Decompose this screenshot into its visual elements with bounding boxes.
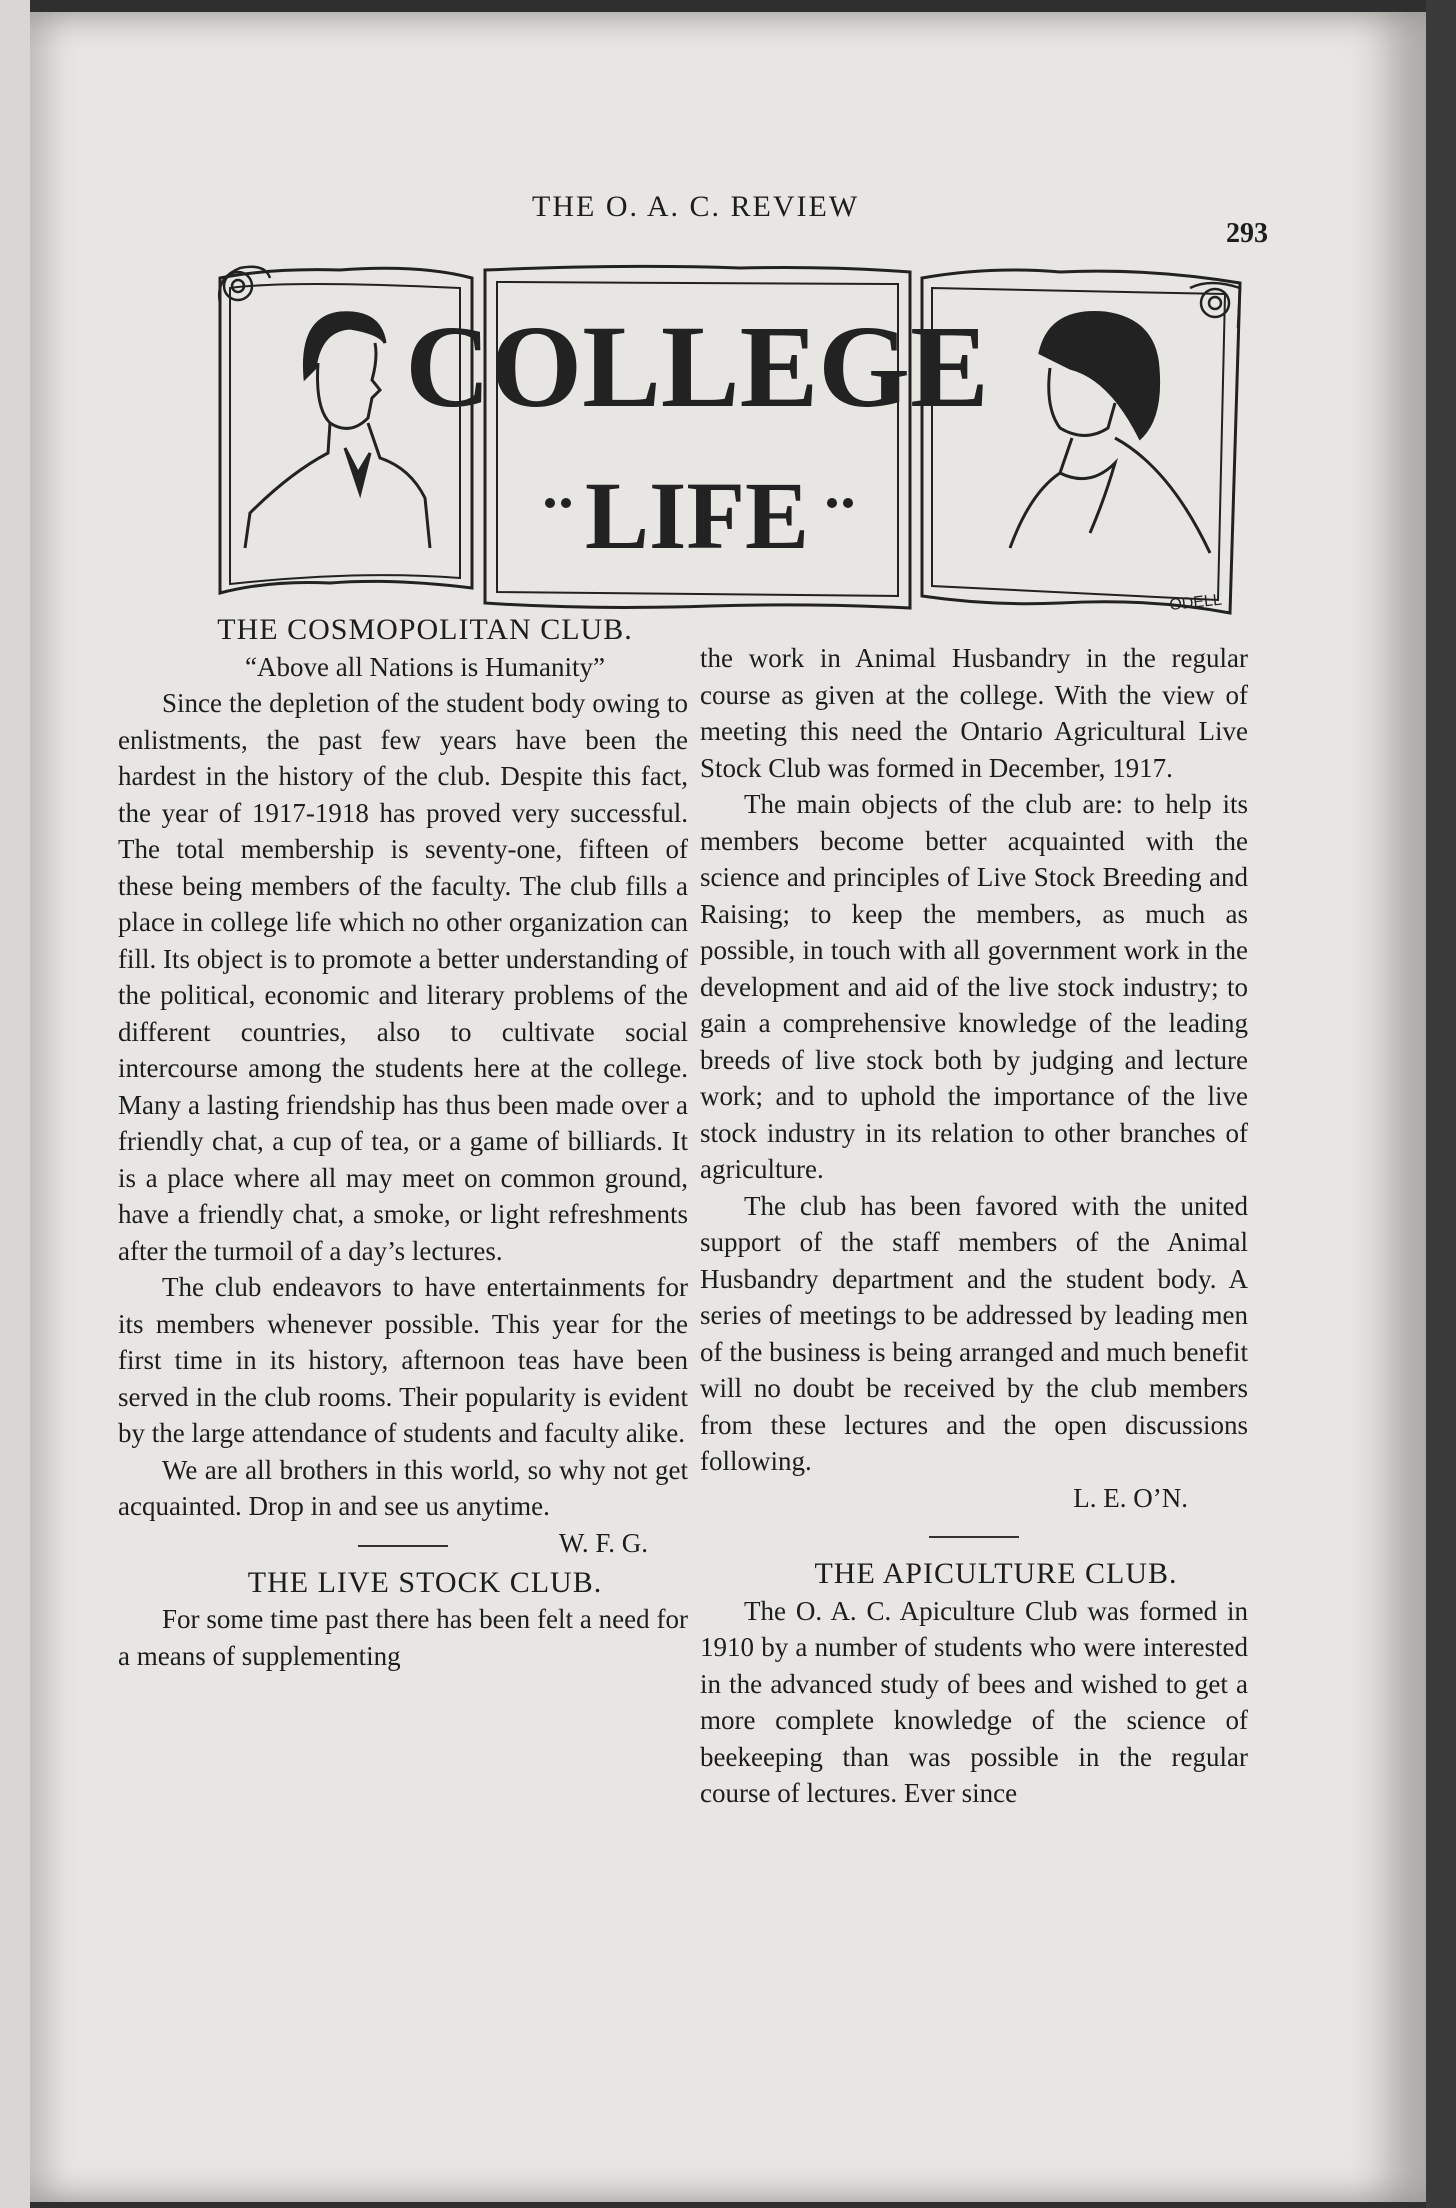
right-column — [700, 640, 1248, 1812]
artist-signature: ODELL — [1168, 591, 1223, 614]
livestock-paragraph-2: The main objects of the club are: to help its members become better acquainted with the science and principles of Live Stock Breeding and Raising; to keep the members, as much as possible, in touch with all government work in the development and aid of the live stock industry; to gain a comprehensive knowledge of the leading breeds of live stock both by judging and lecture work; and to uphold the importance of the live stock industry in its relation to other branches of agriculture. — [700, 789, 1248, 1184]
apiculture-paragraph-1: The O. A. C. Apiculture Club was formed in 1910 by a number of students who were interested in the advanced study of bees and wished to get a more complete knowledge of the science of beekeeping than was possible in the regular course of lectures. Ever since — [700, 1595, 1248, 1808]
cosmopolitan-paragraph-3 — [118, 1452, 688, 1558]
cosmopolitan-club-heading: THE COSMOPOLITAN CLUB. — [217, 613, 633, 646]
section-divider — [929, 1536, 1019, 1538]
livestock-club-heading: THE LIVE STOCK CLUB. — [247, 1565, 603, 1599]
section-divider — [358, 1545, 448, 1547]
running-head: THE O. A. C. REVIEW — [532, 190, 860, 223]
man-portrait-illustration — [245, 313, 430, 548]
woman-portrait-illustration — [1010, 313, 1210, 554]
corner-ornament-right — [1190, 283, 1240, 328]
cosmopolitan-motto: “Above all Nations is Humanity” — [245, 651, 605, 682]
cosmopolitan-signature: W. F. G. — [558, 1527, 648, 1558]
college-life-banner — [210, 258, 1250, 630]
cosmopolitan-paragraph-1: Since the depletion of the student body owing to enlistments, the past few years have been the hardest in the history of the club. Despite this fact, the year of 1917-1918 has proved very successful. The total membership is seventy-one, fifteen of these being members of the faculty. The club fills a place in college life which no other organization can fill. Its object is to promote a better understanding of the political, economic and literary problems of the different countries, also to cultivate social intercourse among the students here at the college. Many a lasting friendship has thus been made over a friendly chat, a cup of tea, or a game of billiards. It is a place where all may meet on common ground, have a friendly chat, a smoke, or light refreshments after the turmoil of a day’s lectures. — [118, 688, 688, 1266]
livestock-paragraph-1-start: For some time past there has been felt a need for a means of supplementing — [118, 1604, 688, 1671]
cosmopolitan-paragraph-2: The club endeavors to have entertainments for its members whenever possible. This year for the first time in its history, afternoon teas have been served in the club rooms. Their popularity is evident by the large attendance of students and faculty alike. — [118, 1272, 688, 1448]
page-number: 293 — [1226, 218, 1268, 249]
adjacent-page-edge — [0, 0, 30, 2208]
livestock-paragraph-3: The club has been favored with the united support of the staff members of the Animal Husbandry department and the student body. A series of meetings to be addressed by leading men of the business is being arranged and much benefit will no doubt be received by the club members from these lectures and the open discussions following. — [700, 1190, 1248, 1476]
banner-title-life: LIFE — [584, 462, 810, 569]
cosmopolitan-paragraph-3-text: We are all brothers in this world, so why not get acquainted. Drop in and see us anytime. — [118, 1454, 688, 1521]
banner-title-college: COLLEGE — [405, 301, 989, 432]
left-column — [118, 612, 688, 1674]
livestock-paragraph-1-continued: the work in Animal Husbandry in the regular course as given at the college. With the view of meeting this need the Ontario Agricultural Live Stock Club was formed in December, 1917. — [700, 643, 1248, 783]
livestock-signature: L. E. O’N. — [1073, 1482, 1188, 1513]
book-binding — [1426, 0, 1456, 2208]
apiculture-club-heading: THE APICULTURE CLUB. — [814, 1557, 1178, 1590]
